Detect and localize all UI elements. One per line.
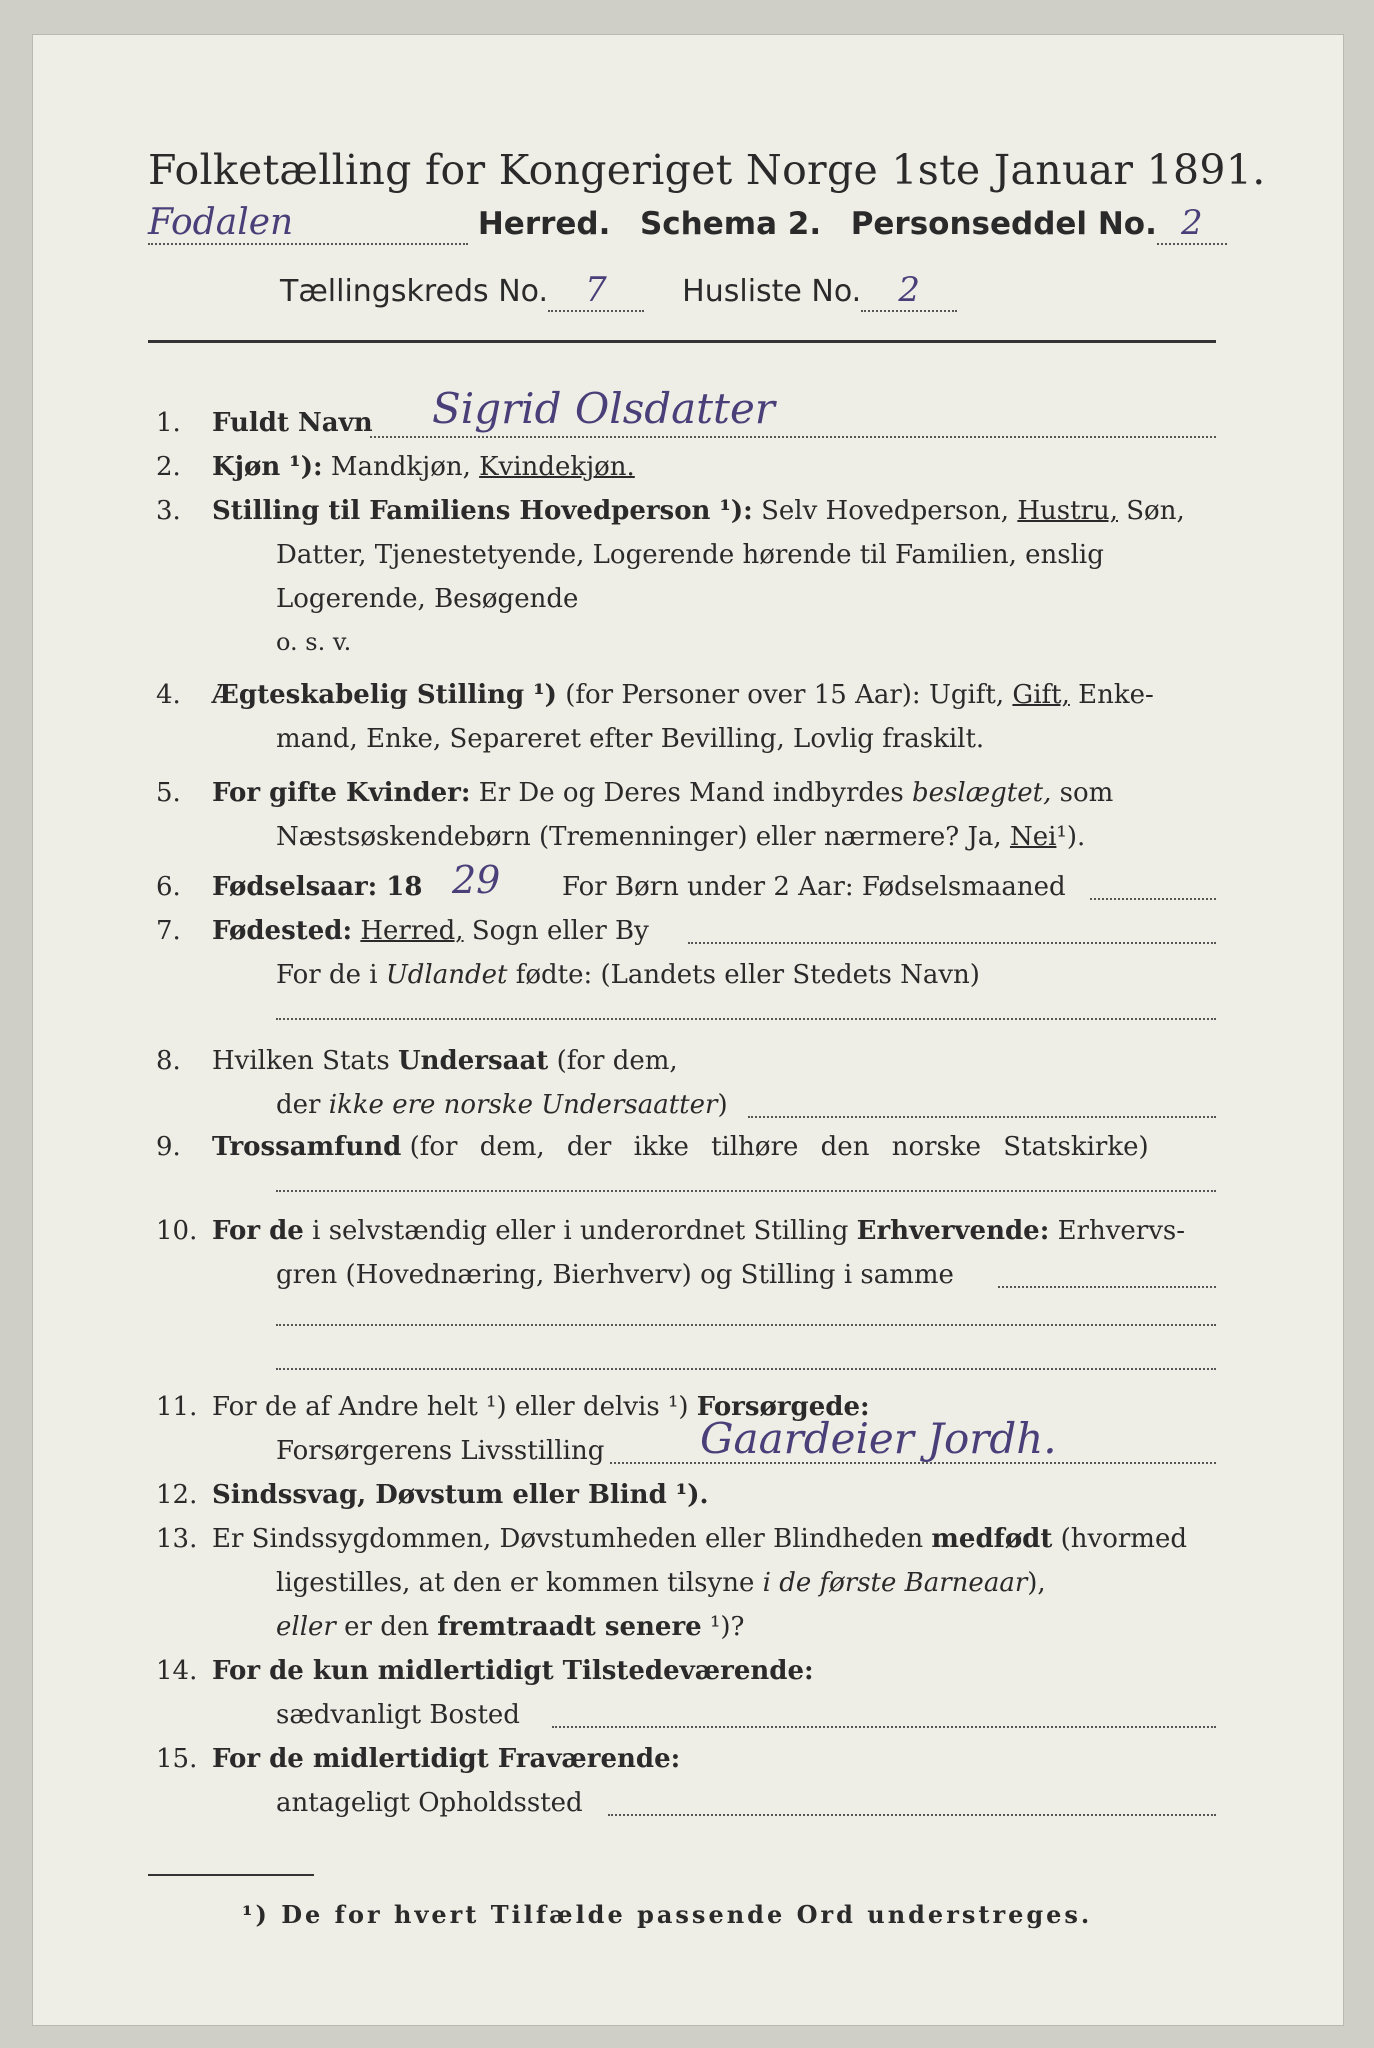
item-number: 1. xyxy=(156,408,181,438)
stilling-option-hustru: Hustru, xyxy=(1017,496,1118,526)
item-number: 10. xyxy=(156,1216,198,1246)
item-number: 9. xyxy=(156,1132,181,1162)
undersaat-line-1 xyxy=(212,1046,678,1076)
stilling-label: Stilling til Familiens Hovedperson ¹): xyxy=(212,496,753,526)
gifte-option-nei: Nei xyxy=(1009,822,1057,852)
aegteskab-line-2: mand, Enke, Separeret efter Bevilling, Lovlig fraskilt. xyxy=(276,724,985,754)
husliste-value: 2 xyxy=(861,270,957,312)
trossamfund-label: Trossamfund xyxy=(212,1132,402,1162)
fodested-text: fødte: (Landets eller Stedets Navn) xyxy=(515,960,980,990)
fill-line xyxy=(276,1018,1216,1020)
undersaat-label: Undersaat xyxy=(397,1046,549,1076)
footnote: ¹) De for hvert Tilfælde passende Ord understreges. xyxy=(242,1900,1093,1929)
trossamfund-line xyxy=(212,1132,1149,1162)
herred-line xyxy=(148,202,1227,245)
aegteskab-text: Enke- xyxy=(1078,680,1154,710)
item-number: 2. xyxy=(156,452,181,482)
fodested-option-herred: Herred, xyxy=(360,916,464,946)
fill-line xyxy=(276,1368,1216,1370)
fill-line xyxy=(276,1190,1216,1192)
aegteskab-line-1 xyxy=(212,680,1154,710)
fill-line xyxy=(552,1726,1216,1728)
gifte-text: Er De og Deres Mand indbyrdes xyxy=(478,778,904,808)
medfodt-text: ¹)? xyxy=(709,1612,745,1642)
gifte-text: Næstsøskendebørn (Tremenninger) eller nærmere? Ja, xyxy=(276,822,1002,852)
stilling-line-1 xyxy=(212,496,1185,526)
medfodt-text: ligestilles, at den er kommen tilsyne xyxy=(276,1568,755,1598)
item-number: 12. xyxy=(156,1480,198,1510)
medfodt-text: Er Sindssygdommen, Døvstumheden eller Blindheden xyxy=(212,1524,924,1554)
item-number: 14. xyxy=(156,1656,198,1686)
taellingskreds-value: 7 xyxy=(548,270,644,312)
stilling-line-4: o. s. v. xyxy=(276,628,352,656)
livsstilling-value: Gaardeier Jordh. xyxy=(700,1414,1057,1463)
tilstedevaerende-label: For de kun midlertidigt Tilstedeværende: xyxy=(212,1656,814,1686)
gifte-text: som xyxy=(1059,778,1114,808)
medfodt-text: ), xyxy=(1027,1568,1046,1598)
item-number: 13. xyxy=(156,1524,198,1554)
item-number: 6. xyxy=(156,872,181,902)
bosted-label: sædvanligt Bosted xyxy=(276,1700,520,1730)
medfodt-text: i de første Barneaar xyxy=(762,1568,1028,1598)
medfodt-label: fremtraadt senere xyxy=(437,1612,702,1642)
herred-value: Fodalen xyxy=(148,202,468,245)
fill-line xyxy=(1090,898,1216,900)
undersaat-text: Hvilken Stats xyxy=(212,1046,390,1076)
medfodt-line-1 xyxy=(212,1524,1187,1554)
fodselsaar-label: Fødselsaar: 18 xyxy=(212,872,423,902)
fill-line xyxy=(688,942,1216,944)
taellingskreds-label: Tællingskreds No. xyxy=(280,274,548,309)
item-number: 15. xyxy=(156,1744,198,1774)
form-title: Folketælling for Kongeriget Norge 1ste Januar 1891. xyxy=(148,146,1266,194)
kjon-label: Kjøn ¹): xyxy=(212,452,323,482)
fodselsaar-value: 29 xyxy=(452,858,501,902)
medfodt-label: medfødt xyxy=(931,1524,1053,1554)
opholdssted-label: antageligt Opholdssted xyxy=(276,1788,583,1818)
stilling-line-2: Datter, Tjenestetyende, Logerende hørende til Familien, enslig xyxy=(276,540,1104,570)
gifte-line-1 xyxy=(212,778,1113,808)
fravaerende-label: For de midlertidigt Fraværende: xyxy=(212,1744,681,1774)
item-number: 11. xyxy=(156,1392,198,1422)
erhverv-label: Erhvervende: xyxy=(856,1216,1050,1246)
livsstilling-label: Forsørgerens Livsstilling xyxy=(276,1436,605,1466)
fuldt-navn-label: Fuldt Navn xyxy=(212,408,373,438)
header-rule xyxy=(148,340,1216,343)
fill-line xyxy=(998,1286,1216,1288)
husliste-label: Husliste No. xyxy=(682,274,862,309)
fill-line xyxy=(748,1116,1216,1118)
aegteskab-label: Ægteskabelig Stilling ¹) xyxy=(212,680,557,710)
fill-line xyxy=(370,436,1216,438)
fill-line xyxy=(276,1324,1216,1326)
census-form-sheet xyxy=(32,34,1344,2026)
fodested-text: Udlandet xyxy=(385,960,508,990)
fill-line xyxy=(608,1814,1216,1816)
item-number: 5. xyxy=(156,778,181,808)
undersaat-text: der xyxy=(276,1090,321,1120)
kjon-line xyxy=(212,452,635,482)
sindssvag-label: Sindssvag, Døvstum eller Blind ¹). xyxy=(212,1480,709,1510)
fodested-line-2 xyxy=(276,960,980,990)
medfodt-text: er den xyxy=(344,1612,429,1642)
aegteskab-text: (for Personer over 15 Aar): Ugift, xyxy=(565,680,1005,710)
personseddel-value: 2 xyxy=(1157,203,1227,245)
footnote-rule xyxy=(148,1874,314,1876)
medfodt-line-2 xyxy=(276,1568,1046,1598)
fodested-text: For de i xyxy=(276,960,378,990)
fodselsmaaned-label: For Børn under 2 Aar: Fødselsmaaned xyxy=(562,872,1066,902)
schema-label: Schema 2. xyxy=(639,206,822,242)
aegteskab-option-gift: Gift, xyxy=(1012,680,1070,710)
taellingskreds-line xyxy=(280,270,957,312)
undersaat-line-2: der ikke ere norske Undersaatter) xyxy=(276,1090,728,1120)
stilling-text: Selv Hovedperson, xyxy=(761,496,1010,526)
erhverv-text: Erhvervs- xyxy=(1057,1216,1186,1246)
gifte-text: ¹). xyxy=(1056,822,1086,852)
fodested-option-sogn: Sogn eller By xyxy=(471,916,649,946)
gifte-label: For gifte Kvinder: xyxy=(212,778,471,808)
fodested-label: Fødested: xyxy=(212,916,353,946)
medfodt-text: (hvormed xyxy=(1060,1524,1187,1554)
kjon-option-mandkjon: Mandkjøn, xyxy=(330,452,471,482)
undersaat-text: (for dem, xyxy=(556,1046,678,1076)
herred-label: Herred. xyxy=(477,206,611,242)
item-number: 4. xyxy=(156,680,181,710)
trossamfund-text: (for dem, der ikke tilhøre den norske Statskirke) xyxy=(409,1132,1149,1162)
item-number: 3. xyxy=(156,496,181,526)
forsorgede-text: For de af Andre helt ¹) eller delvis ¹) xyxy=(212,1392,689,1422)
undersaat-text: ikke ere norske Undersaatter xyxy=(328,1090,718,1120)
gifte-line-2 xyxy=(276,822,1085,852)
item-number: 7. xyxy=(156,916,181,946)
medfodt-line-3 xyxy=(276,1612,744,1642)
erhverv-line-2: gren (Hovednæring, Bierhverv) og Stilling i samme xyxy=(276,1260,954,1290)
erhverv-line-1 xyxy=(212,1216,1185,1246)
fuldt-navn-value: Sigrid Olsdatter xyxy=(432,384,775,433)
personseddel-label: Personseddel No. xyxy=(850,206,1157,242)
kjon-option-kvindekjon: Kvindekjøn. xyxy=(479,452,635,482)
gifte-text: beslægtet, xyxy=(912,778,1052,808)
stilling-text: Søn, xyxy=(1126,496,1185,526)
forsorgede-label: Forsørgede: xyxy=(696,1392,870,1422)
item-number: 8. xyxy=(156,1046,181,1076)
stilling-line-3: Logerende, Besøgende xyxy=(276,584,579,614)
erhverv-text: For de xyxy=(212,1216,304,1246)
erhverv-text: i selvstændig eller i underordnet Stilling xyxy=(312,1216,849,1246)
fodested-line-1 xyxy=(212,916,649,946)
medfodt-text: eller xyxy=(276,1612,336,1642)
